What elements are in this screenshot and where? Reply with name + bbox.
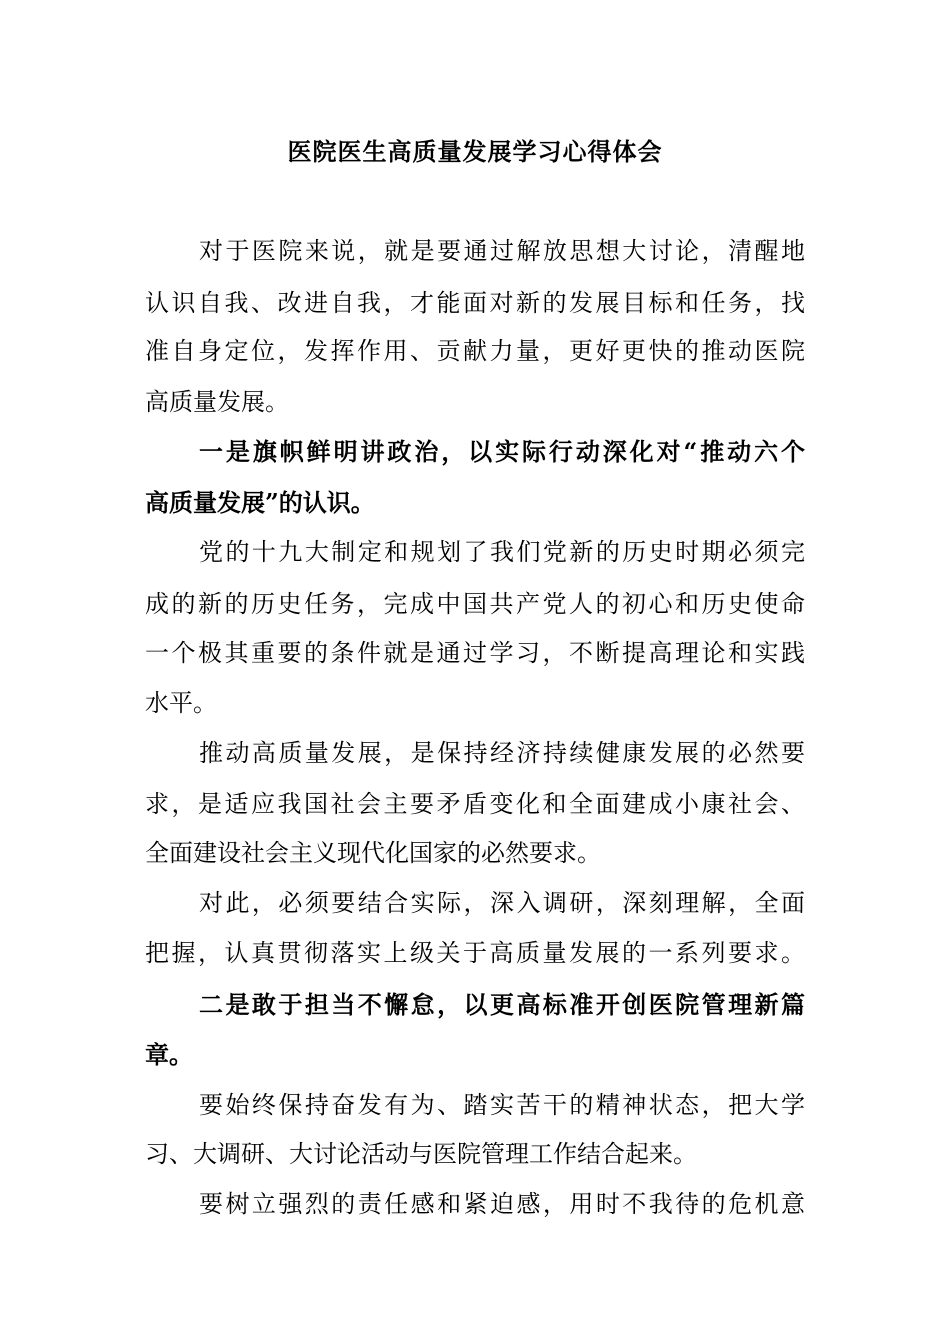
paragraph-line: 准自身定位，发挥作用、贡献力量，更好更快的推动医院 — [145, 337, 805, 365]
section-heading-line: 高质量发展”的认识。 — [145, 488, 375, 517]
paragraph-line: 成的新的历史任务，完成中国共产党人的初心和历史使命 — [145, 590, 805, 618]
section-heading-line: 二是敢于担当不懈怠，以更高标准开创医院管理新篇 — [199, 990, 805, 1019]
paragraph-line: 对此，必须要结合实际，深入调研，深刻理解，全面 — [199, 889, 805, 917]
paragraph-line: 要树立强烈的责任感和紧迫感，用时不我待的危机意 — [199, 1190, 805, 1218]
paragraph-line: 求，是适应我国社会主要矛盾变化和全面建成小康社会、 — [145, 790, 805, 818]
paragraph-line: 水平。 — [145, 689, 217, 717]
paragraph-line: 把握，认真贯彻落实上级关于高质量发展的一系列要求。 — [145, 939, 805, 967]
paragraph-line: 一个极其重要的条件就是通过学习，不断提高理论和实践 — [145, 639, 805, 667]
paragraph-line: 习、大调研、大讨论活动与医院管理工作结合起来。 — [145, 1140, 697, 1168]
document-title: 医院医生高质量发展学习心得体会 — [287, 137, 663, 166]
paragraph-line: 党的十九大制定和规划了我们党新的历史时期必须完 — [199, 538, 805, 566]
paragraph-line: 推动高质量发展，是保持经济持续健康发展的必然要 — [199, 739, 805, 767]
paragraph-line: 要始终保持奋发有为、踏实苦干的精神状态，把大学 — [199, 1091, 805, 1119]
section-heading-line: 一是旗帜鲜明讲政治，以实际行动深化对“推动六个 — [199, 437, 805, 466]
paragraph-line: 全面建设社会主义现代化国家的必然要求。 — [145, 839, 601, 867]
section-heading-line: 章。 — [145, 1040, 193, 1069]
paragraph-line: 认识自我、改进自我，才能面对新的发展目标和任务，找 — [145, 289, 805, 317]
paragraph-line: 对于医院来说，就是要通过解放思想大讨论，清醒地 — [199, 237, 805, 265]
paragraph-line: 高质量发展。 — [145, 388, 289, 416]
